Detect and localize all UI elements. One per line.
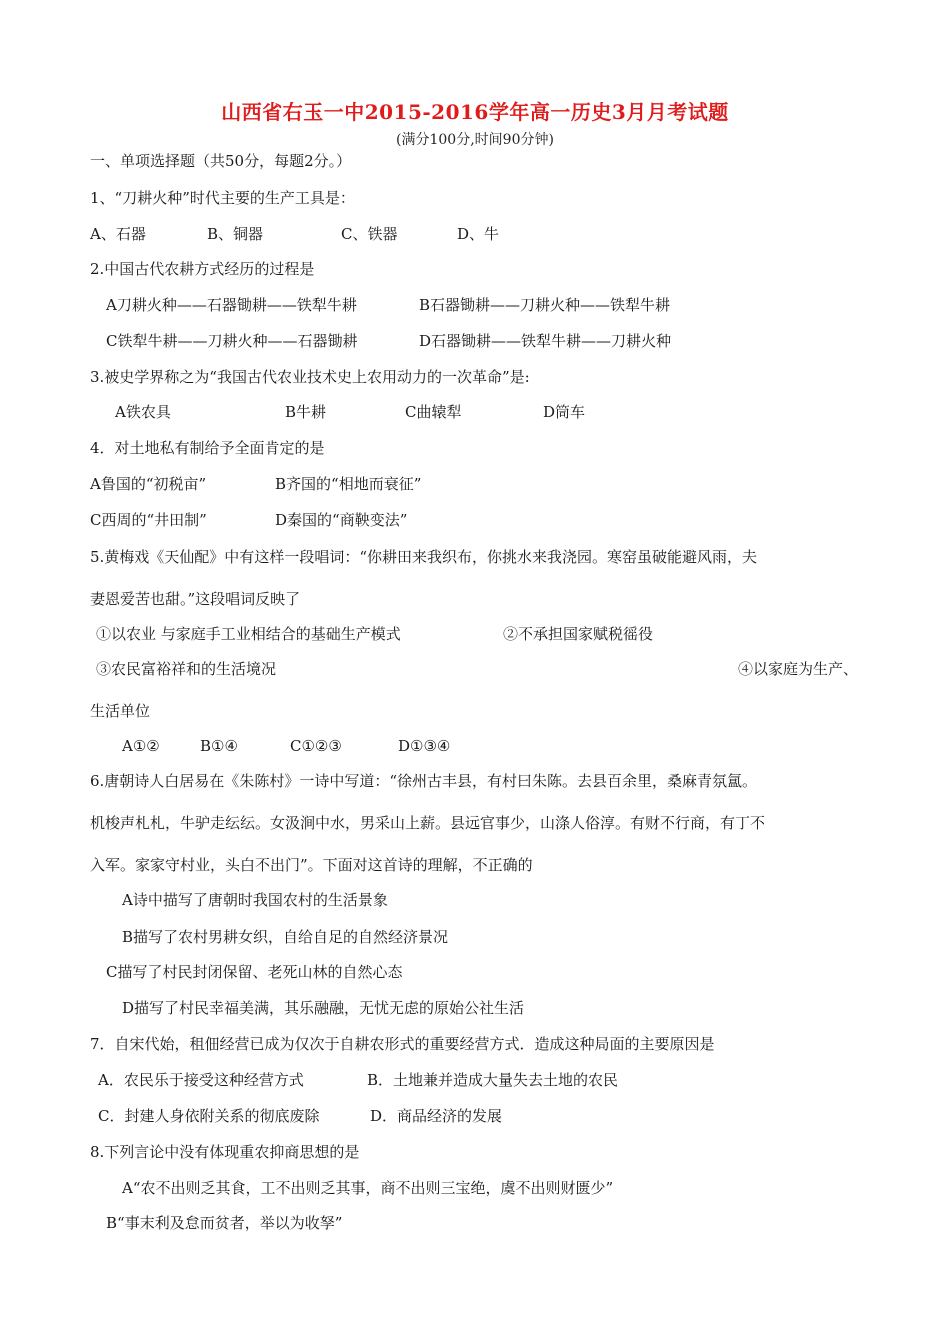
question-8-stem: 8.下列言论中没有体现重农抑商思想的是 — [90, 1143, 360, 1161]
question-4-option-d: D秦国的“商鞅变法” — [275, 511, 408, 529]
question-6-option-b: B描写了农村男耕女织，自给自足的自然经济景况 — [122, 928, 449, 946]
question-2-option-a: A刀耕火种——石器锄耕——铁犁牛耕 — [106, 296, 357, 314]
question-1-option-a: A、石器 — [90, 225, 146, 243]
question-7-option-b: B．土地兼并造成大量失去土地的农民 — [367, 1071, 619, 1089]
question-5-statement-4-cont: 生活单位 — [90, 702, 151, 720]
question-3-option-c: C曲辕犁 — [405, 403, 462, 421]
exam-subtitle: (满分100分,时间90分钟) — [396, 132, 554, 148]
question-8-option-a: A“农不出则乏其食，工不出则乏其事，商不出则三宝绝，虞不出则财匮少” — [122, 1179, 614, 1197]
question-5-statement-2: ②不承担国家赋税徭役 — [503, 625, 654, 643]
question-7-option-d: D．商品经济的发展 — [370, 1107, 503, 1125]
question-2-option-c: C铁犁牛耕——刀耕火种——石器锄耕 — [106, 332, 358, 350]
question-4-option-a: A鲁国的“初税亩” — [90, 475, 207, 493]
question-5-stem-line-2: 妻恩爱苦也甜。”这段唱词反映了 — [90, 590, 301, 608]
question-6-stem-line-2: 机梭声札札，牛驴走纭纭。女汲涧中水，男采山上薪。县远官事少，山涤人俗淳。有财不行商，有丁不 — [90, 814, 766, 832]
question-5-option-c: C①②③ — [290, 737, 342, 755]
question-8-option-b: B“事末利及怠而贫者，举以为收孥” — [106, 1214, 343, 1232]
question-4-stem: 4．对土地私有制给予全面肯定的是 — [90, 439, 325, 457]
question-3-option-d: D筒车 — [543, 403, 586, 421]
question-6-option-d: D描写了村民幸福美满，其乐融融，无忧无虑的原始公社生活 — [122, 999, 525, 1017]
section-heading: 一、单项选择题（共50分，每题2分。） — [90, 152, 352, 170]
question-5-statement-4: ④以家庭为生产、 — [738, 660, 859, 678]
exam-title: 山西省右玉一中2015-2016学年高一历史3月月考试题 — [221, 100, 729, 124]
question-1-stem: 1、“刀耕火种”时代主要的生产工具是： — [90, 189, 355, 207]
question-7-option-c: C．封建人身依附关系的彻底废除 — [98, 1107, 320, 1125]
question-5-statement-3: ③农民富裕祥和的生活境况 — [96, 660, 277, 678]
question-5-option-b: B①④ — [200, 737, 238, 755]
question-4-option-b: B齐国的“相地而衰征” — [275, 475, 422, 493]
question-5-stem-line-1: 5.黄梅戏《天仙配》中有这样一段唱词：“你耕田来我织布，你挑水来我浇园。寒窑虽破能避风雨，夫 — [90, 548, 757, 566]
question-6-option-a: A诗中描写了唐朝时我国农村的生活景象 — [122, 891, 388, 909]
question-3-stem: 3.被史学界称之为“我国古代农业技术史上农用动力的一次革命”是: — [90, 368, 530, 386]
question-6-stem-line-3: 入军。家家守村业，头白不出门”。下面对这首诗的理解，不正确的 — [90, 856, 533, 874]
question-6-option-c: C描写了村民封闭保留、老死山林的自然心态 — [106, 963, 403, 981]
question-1-option-c: C、铁器 — [341, 225, 398, 243]
question-1-option-b: B、铜器 — [207, 225, 264, 243]
question-6-stem-line-1: 6.唐朝诗人白居易在《朱陈村》一诗中写道：“徐州古丰县，有村曰朱陈。去县百余里，桑麻青氛氲。 — [90, 772, 757, 790]
question-5-statement-1: ①以农业 与家庭手工业相结合的基础生产模式 — [96, 625, 401, 643]
question-3-option-a: A铁农具 — [115, 403, 171, 421]
question-3-option-b: B牛耕 — [285, 403, 327, 421]
question-4-option-c: C西周的“井田制” — [90, 511, 207, 529]
question-2-option-b: B石器锄耕——刀耕火种——铁犁牛耕 — [419, 296, 671, 314]
question-7-stem: 7．自宋代始，租佃经营已成为仅次于自耕农形式的重要经营方式．造成这种局面的主要原因是 — [90, 1035, 715, 1053]
question-2-stem: 2.中国古代农耕方式经历的过程是 — [90, 260, 315, 278]
question-5-option-d: D①③④ — [398, 737, 451, 755]
question-7-option-a: A．农民乐于接受这种经营方式 — [98, 1071, 304, 1089]
question-2-option-d: D石器锄耕——铁犁牛耕——刀耕火种 — [419, 332, 672, 350]
question-1-option-d: D、牛 — [457, 225, 500, 243]
question-5-option-a: A①② — [122, 737, 160, 755]
